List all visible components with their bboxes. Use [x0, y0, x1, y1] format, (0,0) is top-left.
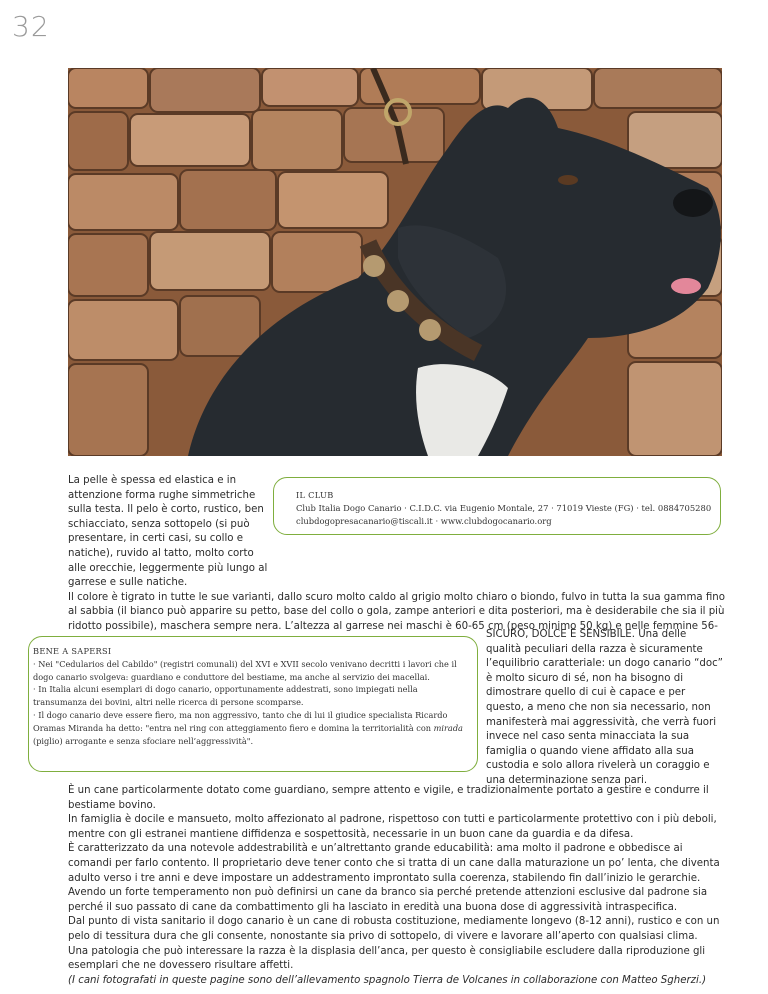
bene-item-fiero-b: (piglio) arrogante e senza sfociare nell’aggressività".	[33, 735, 254, 746]
page-number: 32	[12, 10, 50, 43]
bene-item-fiero-italic: mirada	[433, 722, 463, 733]
photo-caption: (I cani fotografati in queste pagine sono dell’allevamento spagnolo Tierra de Volcanes in collaborazione con Matteo Sgherzi.)	[68, 974, 707, 986]
main-paragraph-displasia: Una patologia che può interessare la razza è la displasia dell’anca, per questo è consigliabile escludere dalla riproduzione gli esemplari che ne dovessero risultare affetti.	[68, 945, 706, 972]
main-paragraph-sanitario: Dal punto di vista sanitario il dogo canario è un cane di robusta costituzione, mediamente longevo (8-12 anni), rustico e con un pelo di tessitura dura che gli consente, nonostante sia privo di sottopelo, di vivere e lavorare all’aperto con qualsiasi clima.	[68, 916, 720, 942]
club-box-title: IL CLUB	[296, 490, 334, 500]
bene-item-cedularios: · Nei "Cedularios del Cabildo" (registri comunali) del XVI e XVII secolo venivano decritti i lavori che il dogo canario svolgeva: guardiano e conduttore del bestiame, ma anche al servizio dei macellai.	[33, 658, 457, 682]
main-paragraph-guardiano: È un cane particolarmente dotato come guardiano, sempre attento e vigile, e tradizionalmente portato a gestire e condurre il bestiame bovino.	[68, 785, 709, 811]
club-address: Club Italia Dogo Canario · C.I.D.C. via Eugenio Montale, 27 · 71019 Vieste (FG) · tel. 0884705280	[296, 503, 712, 513]
main-text	[68, 784, 728, 988]
bene-box-title: BENE A SAPERSI	[33, 646, 112, 656]
club-contacts: clubdogopresacanario@tiscali.it · www.clubdogocanario.org	[296, 516, 552, 526]
bene-item-italia: · In Italia alcuni esemplari di dogo canario, opportunamente addestrati, sono impiegati nella transumanza dei bovini, altri nelle ricerca di persone scomparse.	[33, 684, 418, 708]
bene-a-sapersi-box	[28, 636, 478, 772]
main-paragraph-addestrabilita: È caratterizzato da una notevole addestrabilità e un’altrettanto grande educabilità: ama molto il padrone e obbedisce ai comandi per farlo contento. Il proprietario deve tener conto che si tratta di un cane dalla maturazione un po’ lenta, che diventa adulto verso i tre anni e deve impostare un addestramento improntato sulla coerenza, stabilendo fin dall’inizio le gerarchie.	[68, 843, 720, 884]
sicuro-heading: SICURO, DOLCE E SENSIBILE.	[486, 629, 635, 640]
main-paragraph-temperamento: Avendo un forte temperamento non può definirsi un cane da branco sia perché pretende attenzioni esclusive dal padrone sia perché il suo passato di cane da combattimento gli ha lasciato in eredità una buona dose di aggressività intraspecifica.	[68, 887, 708, 913]
sicuro-text: Una delle qualità peculiari della razza è sicuramente l’equilibrio caratteriale: un dogo canario “doc” è molto sicuro di sé, non ha bisogno di dimostrare quello di cui è capace e per questo, a meno che non sia necessario, non manifesterà mai aggressività, che verrà fuori invece nel caso senta minacciata la sua famiglia o quando viene affidato alla sua custodia e solo allora rivelerà un coraggio e una determinazione senza pari.	[486, 629, 723, 786]
bene-item-fiero-a: · Il dogo canario deve essere fiero, ma non aggressivo, tanto che di lui il giudice specialista Ricardo Oramas Miranda ha detto: "entra nel ring con atteggiamento fiero e domina la territorialità con	[33, 709, 448, 733]
intro-text-colore: Il colore è tigrato in tutte le sue varianti, dallo scuro molto caldo al grigio molto chiaro o biondo, fulvo in tutta la sua gamma fino al sabbia (il bianco può apparire su petto, base del collo o gola, zampe anteriori e dita posteriori, ma è desiderabile che sia il più ridotto possibile), maschera sempre nera. L’altezza al garrese nei maschi è 60-65 cm (peso minimo 50 kg) e nelle femmine 56-	[68, 591, 725, 632]
main-paragraph-famiglia: In famiglia è docile e mansueto, molto affezionato al padrone, rispettoso con tutti e particolarmente protettivo con i più deboli, mentre con gli estranei mantiene diffidenza e sospettosità, necessarie in un buon cane da guardia e da difesa.	[68, 814, 717, 840]
dog-photo	[68, 68, 722, 456]
intro-text-pelle: La pelle è spessa ed elastica e in attenzione forma rughe simmetriche sulla testa. Il pelo è corto, rustico, ben schiacciato, senza sottopelo (si può presentare, in certi casi, su collo e natiche), ruvido al tatto, molto corto alle orecchie, leggermente più lungo al garrese e sulle natiche.	[68, 475, 268, 589]
club-info-box	[273, 477, 721, 535]
bene-item-fiero	[33, 709, 467, 747]
sicuro-column	[486, 628, 724, 789]
